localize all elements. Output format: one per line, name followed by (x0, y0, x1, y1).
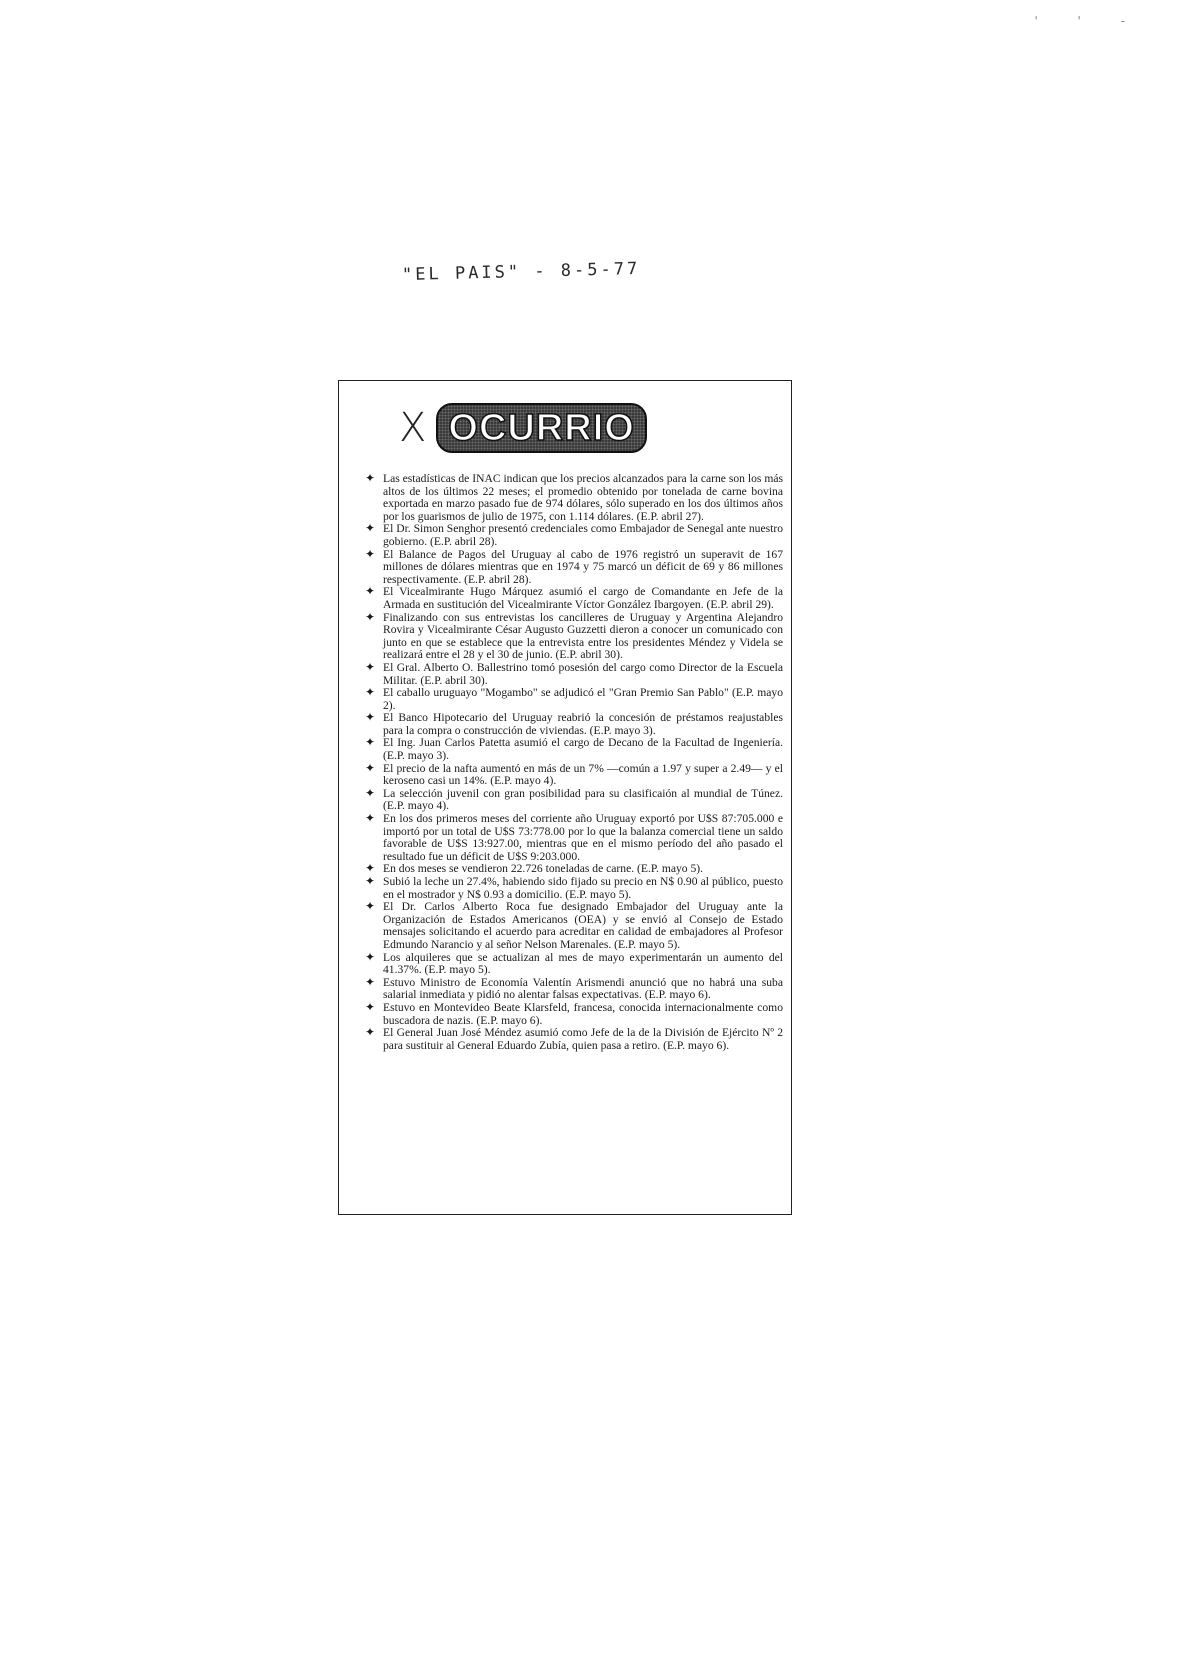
bullet-icon: ✦ (365, 659, 376, 674)
news-entry-text: Estuvo Ministro de Economía Valentín Arismendi anunció que no habrá una suba salarial inmediata y pidió no alentar falsas expectativas. (E.P. mayo 6). (383, 975, 783, 1002)
news-entry-text: El Dr. Simon Senghor presentó credenciales como Embajador de Senegal ante nuestro gobierno. (E.P. abril 28). (383, 522, 783, 548)
news-entry (365, 712, 783, 737)
bullet-icon: ✦ (365, 999, 376, 1014)
news-entry (365, 737, 783, 762)
handwritten-source-note: "EL PAIS" - 8-5-77 (401, 258, 641, 286)
news-entry-text: Los alquileres que se actualizan al mes de mayo experimentarán un aumento del 41.37%. (E.P. mayo 5). (383, 950, 783, 977)
bullet-icon: ✦ (365, 735, 376, 750)
news-entry-text: Estuvo en Montevideo Beate Klarsfeld, francesa, conocida internacionalmente como buscadora de nazis. (E.P. mayo 6). (383, 1000, 783, 1027)
bullet-icon: ✦ (365, 785, 376, 800)
news-entry (365, 586, 783, 611)
news-entry-text: La selección juvenil con gran posibilidad para su clasificaión al mundial de Túnez. (E.P. mayo 4). (383, 786, 783, 813)
bullet-icon: ✦ (365, 1025, 376, 1040)
news-entry-text: En los dos primeros meses del corriente año Uruguay exportó por U$S 87:705.000 e importó por un total de U$S 73:778.00 por lo que la balanza comercial tiene un saldo favorable de U$S 13:927.00, mientras que en el mismo período del año pasado el resultado fue un déficit de U$S 9:203.000. (383, 812, 783, 863)
newspaper-clipping (338, 380, 792, 1215)
bullet-icon: ✦ (365, 546, 376, 561)
news-entry (365, 785, 783, 813)
masthead-title: OCURRIO (448, 407, 635, 449)
bullet-icon: ✦ (365, 685, 376, 700)
news-entry-text: Finalizando con sus entrevistas los cancilleres de Uruguay y Argentina Alejandro Rovira y Vicealmirante César Augusto Guzzetti dieron a conocer un comunicado con junto en que se establece que la entrevista entre los presidentes Méndez y Videla se realizará entre el 28 y el 30 de junio. (E.P. abril 30). (383, 610, 783, 662)
news-entry-text: El caballo uruguayo "Mogambo" se adjudicó el "Gran Premio San Pablo" (E.P. mayo 2). (383, 686, 783, 712)
news-entry (365, 546, 783, 587)
news-entry (365, 901, 783, 951)
masthead-logo (436, 403, 646, 453)
news-entry-text: El Ing. Juan Carlos Patetta asumió el cargo de Decano de la Facultad de Ingeniería. (E.P. mayo 3). (383, 736, 783, 763)
news-entry-text: Subió la leche un 27.4%, habiendo sido fijado su precio en N$ 0.90 al público, puesto en el mostrador y N$ 0.93 a domicilio. (E.P. mayo 5). (383, 875, 783, 901)
news-entry (365, 760, 783, 788)
bullet-icon: ✦ (365, 471, 376, 485)
news-entry (365, 609, 783, 662)
clipping-header (399, 393, 783, 463)
news-entry (365, 949, 783, 977)
bullet-icon: ✦ (365, 710, 376, 725)
bullet-icon: ✦ (365, 760, 376, 775)
bullet-icon: ✦ (365, 861, 376, 876)
news-entry (365, 523, 783, 548)
news-entry-text: En dos meses se vendieron 22.726 toneladas de carne. (E.P. mayo 5). (383, 862, 704, 876)
news-entry (365, 1027, 783, 1052)
news-entry-text: El Vicealmirante Hugo Márquez asumió el cargo de Comandante en Jefe de la Armada en sustitución del Vicealmirante Víctor González Ibargoyen. (E.P. abril 29). (383, 585, 783, 611)
bullet-icon: ✦ (365, 584, 376, 599)
news-entry (365, 974, 783, 1002)
bullet-icon: ✦ (365, 974, 376, 989)
bullet-icon: ✦ (365, 521, 376, 536)
bullet-icon: ✦ (365, 811, 376, 826)
news-entry-text: El General Juan José Méndez asumió como Jefe de la de la División de Ejército Nº 2 para sustituir al General Eduardo Zubía, quien pasa a retiro. (E.P. mayo 6). (383, 1026, 783, 1052)
news-entry-text: Las estadísticas de INAC indican que los precios alcanzados para la carne son los más altos de los últimos 22 meses; el promedio obtenido por tonelada de carne bovina exportada en marzo pasado fue de 974 dólares, sólo superado en los dos últimos años por los guarismos de julio de 1975, con 1.114 dólares. (E.P. abril 27). (383, 472, 783, 523)
news-entry (365, 687, 783, 712)
bullet-icon: ✦ (365, 899, 376, 914)
news-entry-text: El Balance de Pagos del Uruguay al cabo de 1976 registró un superavit de 167 millones de dólares mientras que en 1974 y 75 marcó un déficit de 69 y 86 millones respectivamente. (E.P. abril 28). (383, 547, 783, 586)
news-entry-text: El precio de la nafta aumentó en más de un 7% —común a 1.97 y super a 2.49— y el keroseno casi un 14%. (E.P. mayo 4). (383, 761, 783, 788)
news-entry-text: El Dr. Carlos Alberto Roca fue designado Embajador del Uruguay ante la Organización de Estados Americanos (OEA) y se envió al Consejo de Estado mensajes solicitando el acuerdo para acreditar en calidad de embajadores al Profesor Edmundo Narancio y al señor Nelson Marenales. (E.P. mayo 5). (383, 900, 783, 951)
handwritten-x-mark: X (399, 405, 427, 451)
news-entry (365, 813, 783, 863)
news-entry-text: El Banco Hipotecario del Uruguay reabrió la concesión de préstamos reajustables para la compra o construcción de viviendas. (E.P. mayo 3). (383, 711, 783, 737)
news-entry (365, 659, 783, 687)
news-entries-list (365, 473, 783, 1052)
news-entry (365, 473, 783, 523)
news-entry (365, 876, 783, 901)
news-entry (365, 999, 783, 1027)
bullet-icon: ✦ (365, 874, 376, 888)
corner-marks: ' ' - (1034, 14, 1143, 28)
bullet-icon: ✦ (365, 949, 376, 964)
bullet-icon: ✦ (365, 609, 376, 624)
news-entry-text: El Gral. Alberto O. Ballestrino tomó posesión del cargo como Director de la Escuela Militar. (E.P. abril 30). (383, 660, 783, 687)
